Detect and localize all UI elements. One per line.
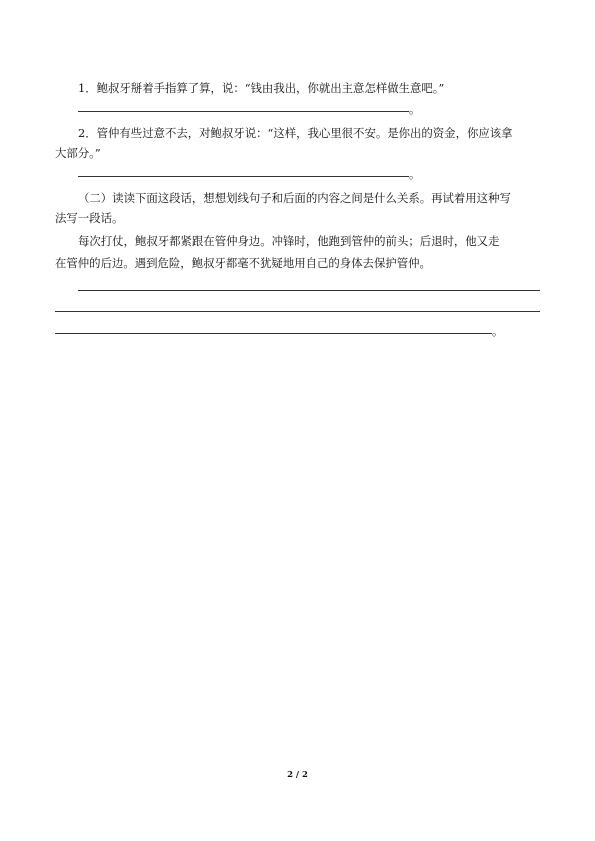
answer-line-q2[interactable] xyxy=(78,176,409,177)
answer-line-q1[interactable] xyxy=(78,111,409,112)
writing-line-1[interactable] xyxy=(78,290,540,291)
passage-line2: 在管仲的后边。遇到危险，鲍叔牙都毫不犹疑地用自己的身体去保护管仲。 xyxy=(55,256,431,270)
page-number: 2 / 2 xyxy=(287,770,308,780)
section-2-instruction-line2: 法写一段话。 xyxy=(55,211,124,225)
question-2-text-line2: 大部分。” xyxy=(55,146,101,160)
writing-line-3-period: 。 xyxy=(492,324,504,338)
question-1-text: 1．鲍叔牙掰着手指算了算，说：“钱由我出，你就出主意怎样做生意吧。” xyxy=(78,81,445,95)
section-2-instruction-line1: （二）读读下面这段话，想想划线句子和后面的内容之间是什么关系。再试着用这种写 xyxy=(78,191,511,205)
writing-line-2[interactable] xyxy=(55,311,540,312)
passage-line1: 每次打仗，鲍叔牙都紧跟在管仲身边。冲锋时，他跑到管仲的前头；后退时，他又走 xyxy=(78,234,500,248)
answer-line-q1-period: 。 xyxy=(409,102,421,116)
answer-line-q2-period: 。 xyxy=(409,167,421,181)
question-2-text-line1: 2．管仲有些过意不去，对鲍叔牙说：“这样，我心里很不安。是你出的资金，你应该拿 xyxy=(78,126,513,140)
writing-line-3[interactable] xyxy=(55,333,492,334)
